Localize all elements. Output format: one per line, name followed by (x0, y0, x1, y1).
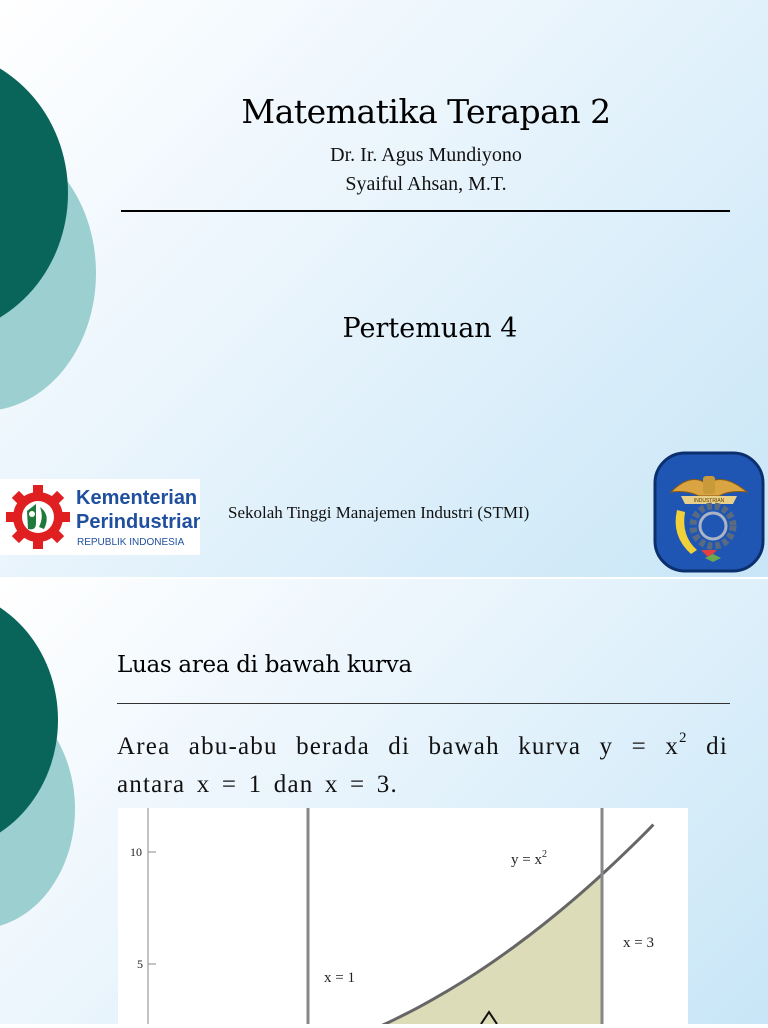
heading-divider (117, 703, 730, 704)
stmi-ribbon-text: INDUSTRIAN (693, 498, 725, 504)
logo-text-1: Kementerian (76, 487, 198, 509)
slide-title: Matematika Terapan 2 (241, 92, 611, 131)
description-exponent: 2 (679, 730, 688, 746)
institution-name: Sekolah Tinggi Manajemen Industri (STMI) (228, 503, 530, 522)
vline-label-x3: x = 3 (623, 935, 654, 951)
description-pre: Area abu-abu berada di bawah kurva y = x (117, 733, 680, 760)
title-divider (121, 210, 730, 212)
section-heading: Luas area di bawah kurva (117, 652, 412, 678)
author-line-1: Dr. Ir. Agus Mundiyono (330, 144, 522, 166)
curve-label-base: y = x (511, 852, 542, 868)
area-chart (118, 808, 688, 1024)
tick-10: 10 (130, 845, 142, 859)
meeting-label: Pertemuan 4 (342, 313, 518, 344)
logo-text-3: REPUBLIK INDONESIA (77, 537, 185, 548)
tick-5: 5 (137, 957, 143, 971)
author-line-2: Syaiful Ahsan, M.T. (345, 173, 507, 195)
kementerian-logo (0, 479, 200, 555)
curve-label-exp: 2 (541, 849, 547, 860)
logo-text-2: Perindustrian (76, 511, 200, 533)
description-post: di antara x = 1 dan x = 3. (117, 733, 728, 798)
description-text (117, 728, 728, 804)
curve-label (511, 849, 547, 868)
shaded-area (308, 874, 602, 1024)
stmi-logo (651, 450, 767, 574)
vline-label-x1: x = 1 (324, 970, 355, 986)
